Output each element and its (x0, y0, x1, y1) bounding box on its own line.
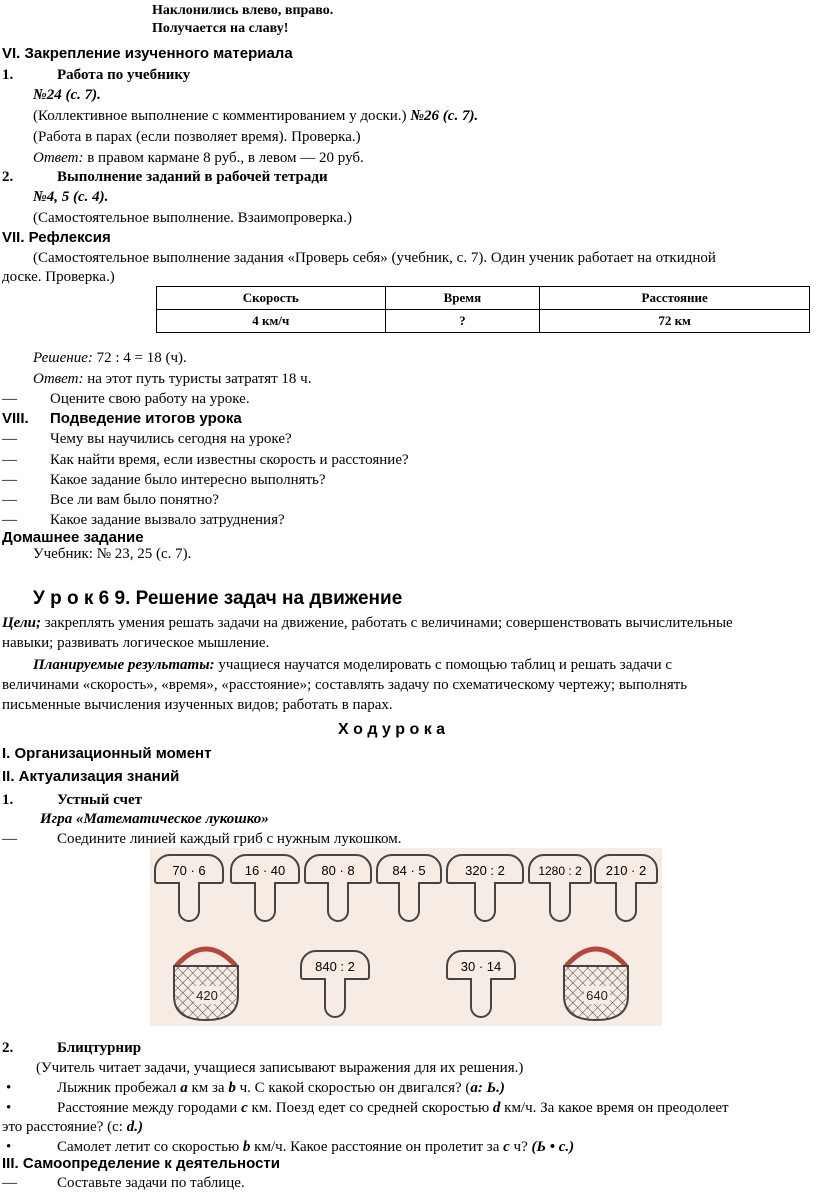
mushroom-stem (327, 882, 349, 922)
pairs-line: (Работа в парах (если позволяет время). Проверка.) (33, 129, 361, 145)
mushroom (528, 848, 592, 928)
bullet: • (6, 1080, 12, 1096)
item-1-title: Работа по учебнику (57, 67, 191, 83)
mushroom-stem (549, 882, 571, 922)
basket-label: 420 (196, 988, 218, 1003)
self-check-line: (Самостоятельное выполнение. Взаимопроверка.) (33, 210, 352, 226)
question-4: Все ли вам было понятно? (50, 492, 219, 508)
mushroom-stem (398, 882, 420, 922)
game-title: Игра «Математическое лукошко» (40, 811, 269, 827)
dash: — (2, 512, 17, 528)
mushroom-cap: 70 · 6 (154, 854, 224, 884)
mushroom-basket-picture (150, 848, 662, 1026)
dash: — (2, 431, 17, 447)
evaluate-line: Оцените свою работу на уроке. (50, 391, 250, 407)
mushroom-stem (254, 882, 276, 922)
mushroom-cap: 16 · 40 (230, 854, 300, 884)
mushroom-cap: 210 · 2 (594, 854, 658, 884)
goals-line-1: Цели; закреплять умения решать задачи на движение, работать с величинами; совершенствовать вычислительные (2, 615, 733, 631)
mushroom-cap: 30 · 14 (446, 950, 516, 980)
mushroom (230, 848, 300, 928)
homework-text: Учебник: № 23, 25 (с. 7). (33, 546, 192, 562)
mushroom (154, 848, 224, 928)
speed-table (156, 286, 810, 333)
collective-line: (Коллективное выполнение с комментированием у доски.) №26 (с. 7). (33, 108, 479, 124)
item-1-number: 1. (2, 792, 14, 808)
answer-line-1: Ответ: в правом кармане 8 руб., в левом — 20 руб. (33, 150, 364, 166)
connect-instruction: Соедините линией каждый гриб с нужным лукошком. (57, 831, 402, 847)
basket-icon (558, 938, 634, 1024)
mushroom-stem (615, 882, 637, 922)
mushroom (446, 848, 524, 928)
task-3: Самолет летит со скоростью b км/ч. Какое расстояние он пролетит за с ч? (Ь • с.) (57, 1139, 575, 1155)
section-viii-title: Подведение итогов урока (50, 410, 242, 427)
goals-line-2: навыки; развивать логическое мышление. (2, 635, 270, 651)
blitz-intro: (Учитель читает задачи, учащиеся записывают выражения для их решения.) (36, 1060, 524, 1076)
basket-label: 640 (586, 988, 608, 1003)
mushroom-cap: 840 : 2 (300, 950, 370, 980)
task-1: Лыжник пробежал а км за b ч. С какой скоростью он двигался? (а: Ь.) (57, 1080, 505, 1096)
mushroom-stem (178, 882, 200, 922)
task-2-line-1: Расстояние между городами с км. Поезд едет со средней скоростью d км/ч. За какое время он преодолеет (57, 1100, 729, 1116)
rhyme-line-2: Получается на славу! (152, 21, 289, 36)
blitz-title: Блицтурнир (57, 1040, 142, 1056)
dash: — (2, 452, 17, 468)
table-header: Время (385, 287, 540, 310)
mushroom (300, 944, 370, 1024)
question-2: Как найти время, если известны скорость и расстояние? (50, 452, 409, 468)
mushroom-cap: 84 · 5 (376, 854, 442, 884)
reflection-text-2: доске. Проверка.) (2, 269, 115, 285)
task-2-line-2: это расстояние? (с: d.) (2, 1119, 143, 1135)
question-3: Какое задание было интересно выполнять? (50, 472, 326, 488)
question-5: Какое задание вызвало затруднения? (50, 512, 285, 528)
dash: — (2, 492, 17, 508)
question-1: Чему вы научились сегодня на уроке? (50, 431, 292, 447)
solution-line: Решение: 72 : 4 = 18 (ч). (33, 350, 187, 366)
mushroom (304, 848, 372, 928)
mushroom-stem (324, 978, 346, 1018)
bullet: • (6, 1139, 12, 1155)
exercise-24: №24 (с. 7). (33, 87, 101, 103)
reflection-text-1: (Самостоятельное выполнение задания «Проверь себя» (учебник, с. 7). Один ученик работает на откидной (33, 250, 716, 266)
item-2-number: 2. (2, 169, 14, 185)
table-header: Скорость (157, 287, 386, 310)
mushroom-cap: 80 · 8 (304, 854, 372, 884)
plan-line-2: величинами «скорость», «время», «расстояние»; составлять задачу по схематическому чертежу; выполнять (2, 677, 688, 693)
mushroom-cap: 320 : 2 (446, 854, 524, 884)
mushroom (376, 848, 442, 928)
mushroom-stem (470, 978, 492, 1018)
mushroom-stem (474, 882, 496, 922)
dash: — (2, 472, 17, 488)
table-header-row (157, 287, 810, 310)
basket-handle (176, 949, 236, 966)
mushroom (594, 848, 658, 928)
rhyme-line-1: Наклонились влево, вправо. (152, 3, 334, 18)
dash: — (2, 831, 17, 847)
item-2-title: Выполнение заданий в рабочей тетради (57, 169, 328, 185)
bullet: • (6, 1100, 12, 1116)
section-iii-title: III. Самоопределение к деятельности (2, 1155, 280, 1172)
table-cell: 4 км/ч (157, 310, 386, 333)
table-header: Расстояние (540, 287, 810, 310)
table-row (157, 310, 810, 333)
answer-line-2: Ответ: на этот путь туристы затратят 18 ч. (33, 371, 312, 387)
homework-title: Домашнее задание (2, 529, 144, 546)
table-cell: 72 км (540, 310, 810, 333)
table-cell: ? (385, 310, 540, 333)
compose-tasks-line: Составьте задачи по таблице. (57, 1175, 245, 1191)
plan-line-1: Планируемые результаты: учащиеся научатся моделировать с помощью таблиц и решать задачи с (33, 657, 673, 673)
dash: — (2, 1175, 17, 1191)
oral-count-title: Устный счет (57, 792, 143, 808)
section-vi-title: VI. Закрепление изученного материала (2, 45, 293, 62)
basket-icon (168, 938, 244, 1024)
section-vii-title: VII. Рефлексия (2, 229, 111, 246)
mushroom-cap: 1280 : 2 (528, 854, 592, 884)
exercise-4-5: №4, 5 (с. 4). (33, 189, 109, 205)
section-viii-number: VIII. (2, 410, 29, 427)
section-ii-title: II. Актуализация знаний (2, 768, 180, 785)
section-i-title: I. Организационный момент (2, 745, 212, 762)
lesson-course-title: Х о д у р о к а (338, 721, 446, 738)
dash: — (2, 391, 17, 407)
item-1-number: 1. (2, 67, 14, 83)
item-2-number: 2. (2, 1040, 14, 1056)
lesson-title: У р о к 6 9. Решение задач на движение (33, 588, 403, 609)
plan-line-3: письменные вычисления изученных видов; работать в парах. (2, 697, 393, 713)
basket-handle (566, 949, 626, 966)
mushroom (446, 944, 516, 1024)
